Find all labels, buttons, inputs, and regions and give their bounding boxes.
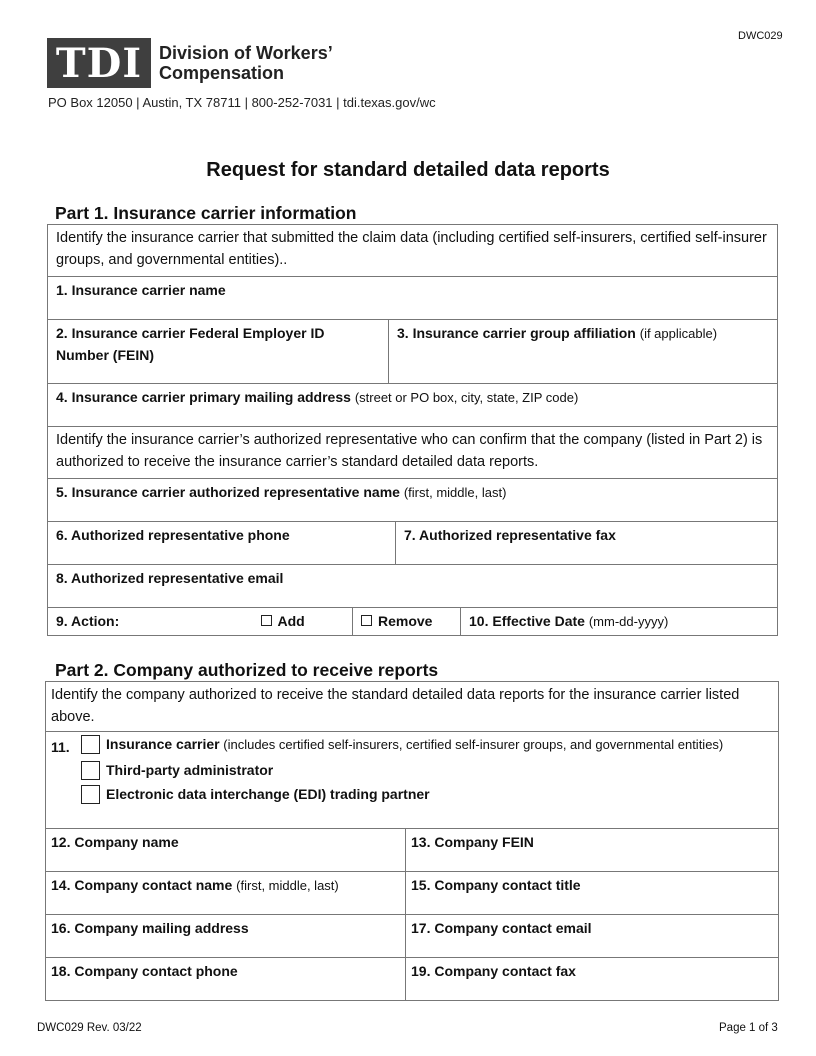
representative-phone-label: 6. Authorized representative phone [56,527,290,543]
action-add-option[interactable] [253,608,353,636]
add-checkbox[interactable] [261,615,272,626]
carrier-fein-field[interactable] [48,320,389,384]
representative-fax-field[interactable] [396,522,778,565]
representative-email-field[interactable] [48,565,778,608]
representative-email-label: 8. Authorized representative email [56,570,284,586]
company-address-label: 16. Company mailing address [51,920,249,936]
insurance-carrier-checkbox[interactable] [81,735,100,754]
form-id: DWC029 [738,30,783,42]
edi-label: Electronic data interchange (EDI) trading partner [106,786,430,802]
representative-name-field[interactable] [48,479,778,522]
effective-date-field[interactable] [461,608,778,636]
company-contact-phone-label: 18. Company contact phone [51,963,238,979]
contact-line: PO Box 12050 | Austin, TX 78711 | 800-252-7031 | tdi.texas.gov/wc [48,95,436,110]
carrier-address-label: 4. Insurance carrier primary mailing address [56,389,351,405]
action-label: 9. Action: [56,613,120,629]
logo-line-2: Compensation [159,63,285,83]
carrier-address-field[interactable] [48,384,778,427]
tpa-label: Third-party administrator [106,762,274,778]
logo-mark: TDI [47,38,151,88]
company-contact-phone-field[interactable] [46,958,406,1001]
company-contact-fax-label: 19. Company contact fax [411,963,576,979]
add-label: Add [277,613,305,629]
insurance-carrier-note: (includes certified self-insurers, certified self-insurer groups, and governmental entities) [223,737,724,752]
representative-phone-field[interactable] [48,522,396,565]
carrier-address-note: (street or PO box, city, state, ZIP code) [354,390,579,405]
effective-date-note: (mm-dd-yyyy) [588,614,669,629]
page-number: Page 1 of 3 [719,1022,778,1034]
company-name-label: 12. Company name [51,834,179,850]
page-title: Request for standard detailed data reports [206,159,610,181]
carrier-group-label: 3. Insurance carrier group affiliation [397,325,636,341]
company-fein-label: 13. Company FEIN [411,834,534,850]
insurance-carrier-option [106,733,766,756]
action-remove-option[interactable] [353,608,461,636]
company-contact-title-field[interactable] [406,872,779,915]
part2-table [45,681,779,1001]
part2-instruction: Identify the company authorized to receive the standard detailed data reports for the insurance carrier listed above. [46,682,779,732]
part1-heading: Part 1. Insurance carrier information [55,203,357,223]
action-label-cell [48,608,253,636]
tdi-logo [47,38,333,88]
company-contact-name-label: 14. Company contact name [51,877,233,893]
effective-date-label: 10. Effective Date [469,613,585,629]
representative-instruction: Identify the insurance carrier’s authorized representative who can confirm that the company (listed in Part 2) is authorized to receive the insurance carrier’s standard detailed data reports. [48,427,778,479]
representative-name-label: 5. Insurance carrier authorized representative name [56,484,400,500]
edi-checkbox[interactable] [81,785,100,804]
company-type-number: 11. [51,739,70,755]
carrier-fein-label: 2. Insurance carrier Federal Employer ID Number (FEIN) [56,325,325,363]
company-contact-email-label: 17. Company contact email [411,920,592,936]
company-contact-name-field[interactable] [46,872,406,915]
carrier-name-field[interactable] [48,277,778,320]
carrier-group-field[interactable] [389,320,778,384]
representative-fax-label: 7. Authorized representative fax [404,527,616,543]
logo-wordmark [159,43,333,83]
carrier-name-label: 1. Insurance carrier name [56,282,226,298]
company-contact-email-field[interactable] [406,915,779,958]
company-contact-title-label: 15. Company contact title [411,877,581,893]
part2-heading: Part 2. Company authorized to receive reports [55,660,439,680]
company-contact-fax-field[interactable] [406,958,779,1001]
revision-label: DWC029 Rev. 03/22 [37,1022,142,1034]
part1-instruction: Identify the insurance carrier that submitted the claim data (including certified self-insurers, certified self-insurer groups, and governmental entities).. [48,225,778,277]
remove-checkbox[interactable] [361,615,372,626]
tpa-checkbox[interactable] [81,761,100,780]
company-address-field[interactable] [46,915,406,958]
company-type-group [46,732,779,829]
insurance-carrier-label: Insurance carrier [106,736,220,752]
part1-table [47,224,778,636]
remove-label: Remove [378,613,433,629]
carrier-group-note: (if applicable) [639,326,718,341]
representative-name-note: (first, middle, last) [403,485,507,500]
company-contact-name-note: (first, middle, last) [236,878,339,893]
company-fein-field[interactable] [406,829,779,872]
company-name-field[interactable] [46,829,406,872]
logo-line-1: Division of Workers’ [159,43,333,63]
